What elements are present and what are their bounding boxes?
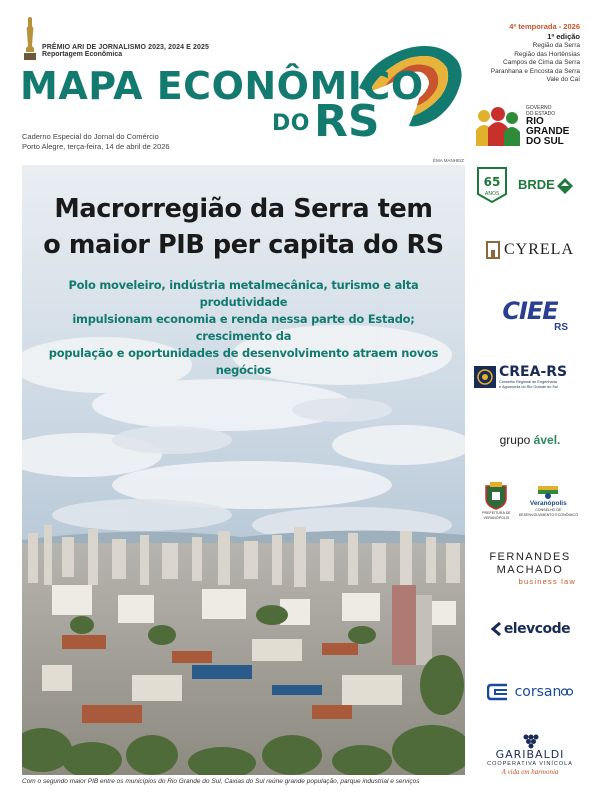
photo-credit: ÉMA MANHEIZ [433, 158, 465, 163]
subhead-line: população e oportunidades de desenvolvimento atraem novos negócios [48, 346, 439, 377]
masthead-do: DO [272, 111, 310, 136]
sponsor-elevcode[interactable] [474, 618, 586, 640]
coat-of-arms-icon [484, 482, 508, 510]
sponsor-brde[interactable] [474, 164, 586, 204]
award-title: PRÊMIO ARI DE JORNALISMO 2023, 2024 E 2025 [42, 44, 209, 51]
sponsor-fernandes-machado[interactable]: FERNANDES MACHADO business law [489, 550, 576, 586]
subheadline [38, 277, 449, 379]
elevcode-chevron-icon [490, 622, 502, 636]
main-headline [22, 191, 465, 263]
headline-line: o maior PIB per capita do RS [43, 230, 444, 260]
headline-line: Macrorregião da Serra tem [54, 194, 433, 224]
sponsor-cyrela[interactable] [474, 236, 586, 264]
brde-65-badge-icon [474, 164, 510, 204]
award-block [22, 16, 209, 62]
sponsor-crea-rs[interactable]: CREA-RS Conselho Regional de Engenharia e Agronomia do Rio Grande do Sul [474, 362, 586, 392]
region-item: Campos de Cima da Serra [503, 59, 580, 67]
masthead-title: MAPA ECONÔMICO [20, 64, 424, 108]
subhead-line: impulsionam economia e renda nessa parte do Estado; crescimento da [72, 312, 415, 343]
region-item: Paranhana e Encosta da Serra [490, 67, 580, 75]
prefeitura-veranopolis: PREFEITURA DE VERANÓPOLIS [482, 482, 511, 520]
veranopolis-flag-icon [538, 486, 558, 500]
sponsor-grupo-avel[interactable] [474, 430, 586, 450]
grape-cluster-icon [520, 733, 540, 749]
sponsor-garibaldi[interactable]: GARIBALDI COOPERATIVA VINÍCOLA A vida em harmonia [474, 730, 586, 778]
svg-text:ANOS: ANOS [484, 191, 500, 197]
gov-rs-logo-icon [474, 106, 522, 146]
brde-name: BRDE [518, 176, 555, 192]
sponsor-ciee[interactable] [474, 296, 586, 336]
photo-caption: Com o segundo maior PIB entre os municípios do Rio Grande do Sul, Caxias do Sul reúne grande população, parque industrial e serviços [22, 778, 420, 785]
masthead-subtitle [272, 96, 380, 151]
edition-season: 4ª temporada - 2026 [509, 22, 580, 31]
hero-photo [22, 165, 465, 775]
svg-text:65: 65 [483, 175, 501, 189]
subhead-line: Polo moveleiro, indústria metalmecânica, turismo e alta produtividade [68, 278, 419, 309]
garibaldi-name: GARIBALDI [495, 747, 565, 761]
edition-info [460, 22, 580, 85]
region-item: Região da Serra [532, 42, 580, 49]
crea-seal-icon [474, 366, 496, 388]
corsan-name: corsan [514, 684, 562, 700]
codem-veranopolis: Veranópolis CONSELHO DE DESENVOLVIMENTO ECONÔMICO [519, 486, 578, 517]
trophy-icon [22, 16, 38, 62]
sponsor-veranopolis[interactable] [474, 478, 586, 524]
sponsor-corsan[interactable] [474, 680, 586, 704]
masthead-rs: RS [313, 96, 380, 147]
cyrela-name: CYRELA [504, 241, 574, 258]
corsan-drops-icon [561, 687, 573, 697]
edition-regions [460, 42, 580, 85]
avel-name: grupo ável. [499, 433, 561, 447]
issue-info [22, 132, 170, 152]
region-item: Vale do Caí [546, 76, 580, 84]
region-item: Região das Hortênsias [514, 50, 580, 58]
brde-arrow-icon [555, 174, 575, 194]
ciee-rs: RS [554, 322, 568, 333]
award-category: Reportagem Econômica [42, 51, 123, 58]
issue-date: Porto Alegre, terça-feira, 14 de abril de 2026 [22, 142, 170, 151]
cyrela-logo-icon [486, 241, 500, 259]
elevcode-name: elevcode [503, 621, 571, 637]
issue-publication: Caderno Especial do Jornal do Comércio [22, 132, 159, 141]
sponsor-governo-rs[interactable]: GOVERNO DO ESTADO RIO GRANDE DO SUL [474, 100, 586, 152]
edition-number: 1ª edição [547, 32, 580, 41]
ciee-name: CIEE [502, 297, 558, 325]
corsan-logo-icon [487, 683, 511, 701]
crea-name: CREA-RS [499, 364, 568, 380]
